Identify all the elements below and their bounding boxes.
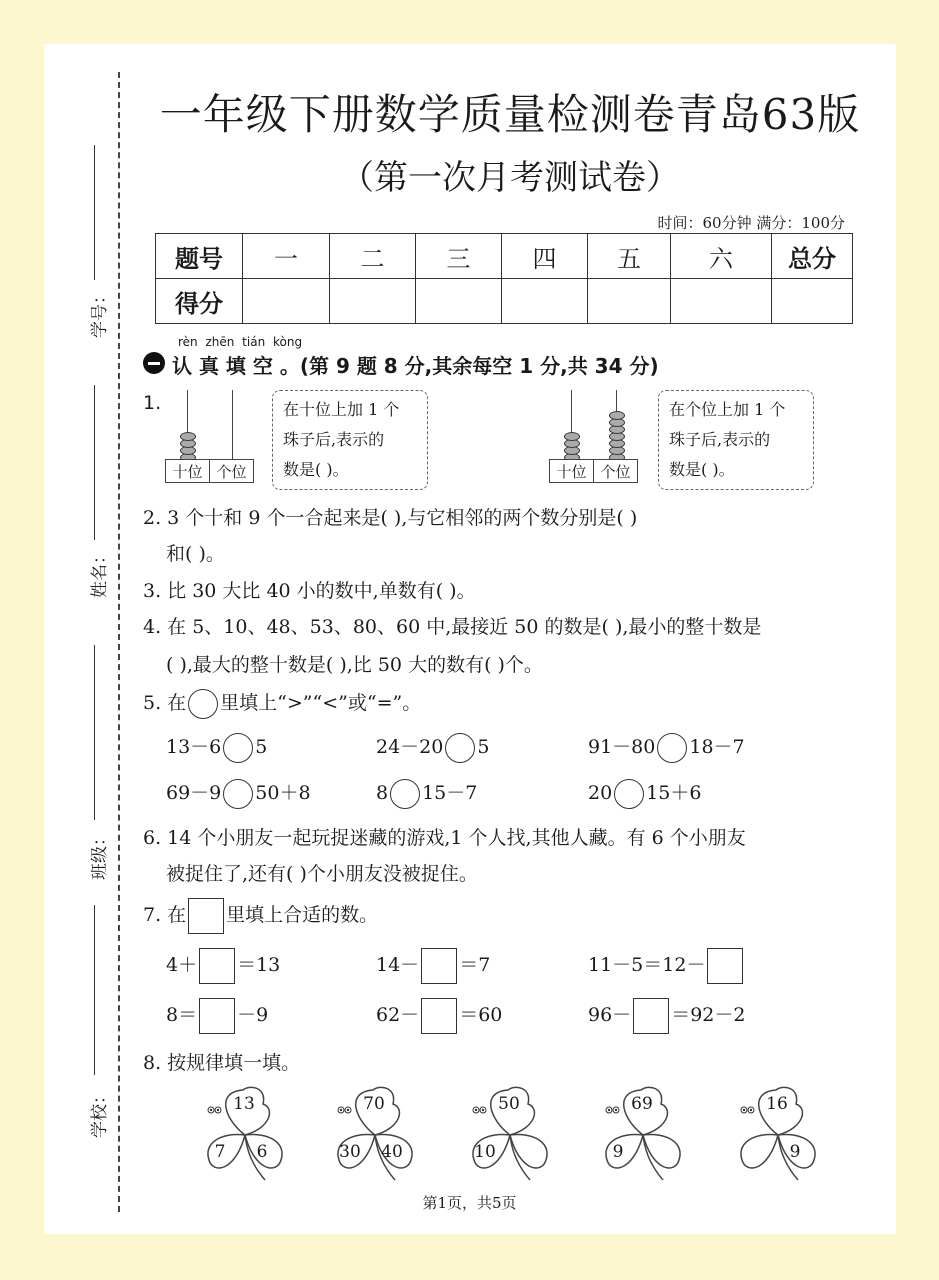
clover-number-top: 16 xyxy=(766,1094,788,1114)
hint-b-line: 珠子后,表示的 xyxy=(669,430,771,449)
section-title: 认 真 填 空 。(第 9 题 8 分,其余每空 1 分,共 34 分) xyxy=(172,354,659,378)
score-header-cell: 总分 xyxy=(772,234,853,279)
score-cell[interactable] xyxy=(243,279,330,324)
q1-hint-b xyxy=(658,390,814,490)
q6-line1: 6. 14 个小朋友一起玩捉迷藏的游戏,1 个人找,其他人藏。有 6 个小朋友 xyxy=(143,827,746,849)
score-cell[interactable] xyxy=(502,279,588,324)
q8-title: 8. 按规律填一填。 xyxy=(143,1052,301,1074)
score-header-cell: 五 xyxy=(588,234,671,279)
clover-number-right: 9 xyxy=(789,1142,801,1162)
compare-circle-input[interactable] xyxy=(657,733,687,763)
score-table xyxy=(155,233,853,324)
section-pinyin: rèn zhēn tián kòng xyxy=(178,335,303,349)
abacus-a-tens-label: 十位 xyxy=(165,459,210,483)
clover-number-left: 30 xyxy=(339,1142,361,1162)
page-number: 第1页，共5页 xyxy=(422,1194,517,1212)
answer-box-input[interactable] xyxy=(199,998,235,1034)
answer-box-input[interactable] xyxy=(421,998,457,1034)
q5-item xyxy=(588,732,745,763)
q7-instruction xyxy=(143,898,378,934)
q5-right: 5 xyxy=(477,736,490,758)
q4-line1[interactable]: 4. 在 5、10、48、53、80、60 中,最接近 50 的数是( ),最小的整十数是 xyxy=(143,616,762,638)
school-label: 学校： xyxy=(90,1087,110,1138)
q7-item xyxy=(376,948,490,984)
q7-pre: 7. 在 xyxy=(143,904,187,926)
abacus-b-tens-label: 十位 xyxy=(549,459,594,483)
clover-number-top: 50 xyxy=(498,1094,520,1114)
clover-number-top: 69 xyxy=(631,1094,653,1114)
q7-left: 14－ xyxy=(376,954,420,976)
abacus-a-icon xyxy=(165,385,255,485)
time-info: 时间：60分钟 满分：100分 xyxy=(657,214,845,232)
score-cell[interactable] xyxy=(772,279,853,324)
school-line xyxy=(94,905,95,1075)
q5-item xyxy=(376,778,477,809)
score-row-label: 得分 xyxy=(156,279,243,324)
score-header-cell: 二 xyxy=(330,234,416,279)
q7-right: ＝13 xyxy=(237,954,281,976)
q1-number: 1. xyxy=(143,392,162,414)
square-icon xyxy=(188,898,224,934)
q7-item xyxy=(166,998,268,1034)
circle-icon xyxy=(188,689,218,719)
q5-left: 24－20 xyxy=(376,736,444,758)
page-title: 一年级下册数学质量检测卷青岛63版 xyxy=(159,90,861,139)
score-cell[interactable] xyxy=(671,279,772,324)
answer-box-input[interactable] xyxy=(633,998,669,1034)
score-header-cell: 六 xyxy=(671,234,772,279)
binding-dashed-line xyxy=(118,72,120,1212)
q7-item xyxy=(588,998,745,1034)
score-table-header-row xyxy=(156,234,853,279)
q7-post: 里填上合适的数。 xyxy=(226,904,379,926)
clover-number-left: 10 xyxy=(474,1142,496,1162)
q7-right: ＝92－2 xyxy=(671,1004,746,1026)
name-line xyxy=(94,385,95,540)
clover-diagram xyxy=(728,1080,828,1185)
hint-b-line[interactable]: 数是( )。 xyxy=(669,460,735,479)
q5-item xyxy=(588,778,701,809)
class-line xyxy=(94,645,95,820)
compare-circle-input[interactable] xyxy=(445,733,475,763)
answer-box-input[interactable] xyxy=(199,948,235,984)
q5-left: 91－80 xyxy=(588,736,656,758)
q2-line2[interactable]: 和( )。 xyxy=(166,543,225,565)
compare-circle-input[interactable] xyxy=(223,733,253,763)
q2-line1[interactable]: 2. 3 个十和 9 个一合起来是( ),与它相邻的两个数分别是( ) xyxy=(143,507,638,529)
clover-number-top: 70 xyxy=(363,1094,385,1114)
xuehao-label: 学号： xyxy=(90,287,110,338)
clover-number-right: 6 xyxy=(256,1142,268,1162)
q7-right: －9 xyxy=(237,1004,269,1026)
q5-pre: 5. 在 xyxy=(143,692,187,714)
q5-left: 69－9 xyxy=(166,782,222,804)
q7-left: 96－ xyxy=(588,1004,632,1026)
clover-number-left: 7 xyxy=(214,1142,226,1162)
q7-item xyxy=(588,948,745,984)
section-one-badge-icon xyxy=(143,352,165,374)
q5-right: 15－7 xyxy=(422,782,478,804)
q7-left: 4＋ xyxy=(166,954,198,976)
class-label: 班级： xyxy=(90,829,110,880)
clover-diagram xyxy=(325,1080,425,1185)
score-header-cell: 三 xyxy=(416,234,502,279)
q5-item xyxy=(166,732,267,763)
answer-box-input[interactable] xyxy=(707,948,743,984)
hint-a-line[interactable]: 数是( )。 xyxy=(283,460,349,479)
q5-left: 20 xyxy=(588,782,613,804)
q5-right: 18－7 xyxy=(689,736,745,758)
xuehao-line xyxy=(94,145,95,280)
abacus-b-ones-label: 个位 xyxy=(593,459,638,483)
q4-line2[interactable]: ( ),最大的整十数是( ),比 50 大的数有( )个。 xyxy=(166,654,543,676)
q1-hint-a xyxy=(272,390,428,490)
clover-diagram xyxy=(593,1080,693,1185)
score-header-cell: 题号 xyxy=(156,234,243,279)
q6-line2[interactable]: 被捉住了,还有( )个小朋友没被捉住。 xyxy=(166,863,478,885)
name-label: 姓名： xyxy=(90,547,110,598)
q7-left: 8＝ xyxy=(166,1004,198,1026)
q5-right: 50＋8 xyxy=(255,782,311,804)
abacus-b-icon xyxy=(549,385,639,485)
compare-circle-input[interactable] xyxy=(614,779,644,809)
score-cell[interactable] xyxy=(588,279,671,324)
clover-number-left: 9 xyxy=(612,1142,624,1162)
q3-text[interactable]: 3. 比 30 大比 40 小的数中,单数有( )。 xyxy=(143,580,476,602)
q5-post: 里填上“>”“<”或“=”。 xyxy=(220,692,422,714)
score-table-score-row xyxy=(156,279,853,324)
q5-item xyxy=(166,778,311,809)
q5-left: 13－6 xyxy=(166,736,222,758)
clover-diagram xyxy=(195,1080,295,1185)
abacus-a-ones-label: 个位 xyxy=(209,459,254,483)
hint-b-line: 在个位上加 1 个 xyxy=(669,400,786,419)
clover-number-right: 40 xyxy=(381,1142,403,1162)
q5-right: 15＋6 xyxy=(646,782,702,804)
q7-right: ＝7 xyxy=(459,954,491,976)
q7-left: 62－ xyxy=(376,1004,420,1026)
q7-item xyxy=(376,998,502,1034)
q5-left: 8 xyxy=(376,782,389,804)
score-cell[interactable] xyxy=(416,279,502,324)
clover-number-top: 13 xyxy=(233,1094,255,1114)
q5-right: 5 xyxy=(255,736,268,758)
q5-item xyxy=(376,732,489,763)
q7-item xyxy=(166,948,280,984)
score-cell[interactable] xyxy=(330,279,416,324)
compare-circle-input[interactable] xyxy=(390,779,420,809)
hint-a-line: 珠子后,表示的 xyxy=(283,430,385,449)
q7-right: ＝60 xyxy=(459,1004,503,1026)
page-subtitle: （第一次月考测试卷） xyxy=(340,158,680,198)
score-header-cell: 四 xyxy=(502,234,588,279)
q7-left: 11－5＝12－ xyxy=(588,954,706,976)
score-header-cell: 一 xyxy=(243,234,330,279)
q5-instruction xyxy=(143,688,421,719)
answer-box-input[interactable] xyxy=(421,948,457,984)
hint-a-line: 在十位上加 1 个 xyxy=(283,400,400,419)
compare-circle-input[interactable] xyxy=(223,779,253,809)
clover-diagram xyxy=(460,1080,560,1185)
